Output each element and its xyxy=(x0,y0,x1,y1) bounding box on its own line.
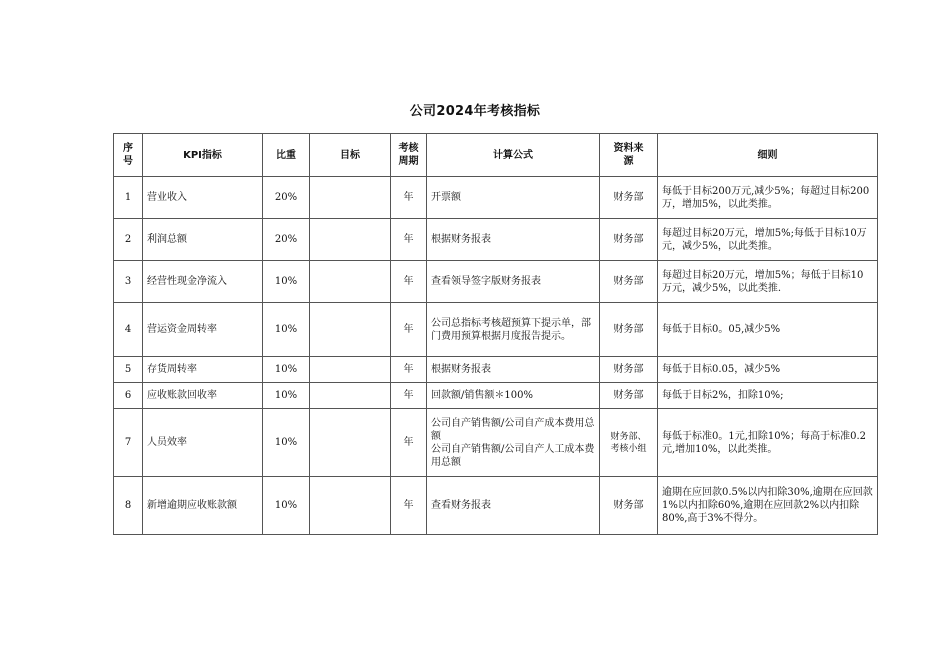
cell-source: 财务部 xyxy=(600,261,658,303)
header-weight: 比重 xyxy=(263,134,310,177)
header-seq xyxy=(114,134,143,177)
cell-period: 年 xyxy=(391,303,427,357)
header-detail: 细则 xyxy=(658,134,878,177)
header-kpi: KPI指标 xyxy=(143,134,263,177)
cell-formula xyxy=(427,409,600,477)
cell-kpi: 新增逾期应收账款额 xyxy=(143,477,263,535)
cell-source: 财务部 xyxy=(600,477,658,535)
cell-weight: 10% xyxy=(263,409,310,477)
cell-period: 年 xyxy=(391,383,427,409)
cell-seq: 6 xyxy=(114,383,143,409)
cell-kpi: 营业收入 xyxy=(143,177,263,219)
cell-target xyxy=(310,357,391,383)
cell-weight: 10% xyxy=(263,303,310,357)
table-row xyxy=(114,177,878,219)
header-target: 目标 xyxy=(310,134,391,177)
cell-target xyxy=(310,303,391,357)
cell-detail: 每低于目标0。05,减少5% xyxy=(658,303,878,357)
header-source-line: 源 xyxy=(623,156,634,167)
cell-formula: 回款额/销售额＊100% xyxy=(427,383,600,409)
cell-weight: 10% xyxy=(263,261,310,303)
source-line: 财务部、 xyxy=(610,431,647,442)
kpi-table xyxy=(113,133,878,535)
cell-kpi: 营运资金周转率 xyxy=(143,303,263,357)
header-period-line: 考核 xyxy=(398,143,419,154)
header-formula: 计算公式 xyxy=(427,134,600,177)
header-seq-line: 序 xyxy=(123,143,133,154)
table-row xyxy=(114,357,878,383)
cell-detail: 每低于标准0。1元,扣除10%；每高于标准0.2元,增加10%，以此类推。 xyxy=(658,409,878,477)
header-source-line: 资料来 xyxy=(613,143,644,154)
cell-formula: 根据财务报表 xyxy=(427,219,600,261)
cell-period: 年 xyxy=(391,219,427,261)
cell-kpi: 应收账款回收率 xyxy=(143,383,263,409)
formula-line: 公司自产销售额/公司自产成本费用总额 xyxy=(431,417,595,442)
cell-formula: 开票额 xyxy=(427,177,600,219)
cell-formula: 查看领导签字版财务报表 xyxy=(427,261,600,303)
cell-formula: 根据财务报表 xyxy=(427,357,600,383)
page-title: 公司2024年考核指标 xyxy=(409,104,541,119)
formula-line: 公司自产销售额/公司自产人工成本费用总额 xyxy=(431,443,595,468)
cell-seq: 2 xyxy=(114,219,143,261)
cell-target xyxy=(310,177,391,219)
cell-kpi: 经营性现金净流入 xyxy=(143,261,263,303)
cell-detail: 逾期在应回款0.5%以内扣除30%,逾期在应回款1%以内扣除60%,逾期在应回款2%以内扣除80%,高于3%不得分。 xyxy=(658,477,878,535)
cell-seq: 3 xyxy=(114,261,143,303)
cell-detail: 每超过目标20万元，增加5%；每低于目标10万元，减少5%，以此类推. xyxy=(658,261,878,303)
cell-source: 财务部 xyxy=(600,219,658,261)
table-row xyxy=(114,477,878,535)
table-header-row xyxy=(114,134,878,177)
header-seq-line: 号 xyxy=(123,156,133,167)
cell-source: 财务部 xyxy=(600,177,658,219)
cell-weight: 20% xyxy=(263,219,310,261)
cell-seq: 1 xyxy=(114,177,143,219)
cell-source xyxy=(600,409,658,477)
header-source xyxy=(600,134,658,177)
header-period-line: 周期 xyxy=(398,156,419,167)
table-row xyxy=(114,261,878,303)
cell-period: 年 xyxy=(391,409,427,477)
cell-source: 财务部 xyxy=(600,357,658,383)
cell-detail: 每低于目标2%，扣除10%; xyxy=(658,383,878,409)
cell-source: 财务部 xyxy=(600,303,658,357)
cell-seq: 7 xyxy=(114,409,143,477)
cell-weight: 10% xyxy=(263,477,310,535)
table-row xyxy=(114,303,878,357)
cell-target xyxy=(310,261,391,303)
cell-weight: 10% xyxy=(263,357,310,383)
cell-seq: 8 xyxy=(114,477,143,535)
cell-target xyxy=(310,409,391,477)
cell-kpi: 人员效率 xyxy=(143,409,263,477)
cell-target xyxy=(310,477,391,535)
cell-period: 年 xyxy=(391,261,427,303)
cell-weight: 10% xyxy=(263,383,310,409)
cell-target xyxy=(310,383,391,409)
cell-kpi: 存货周转率 xyxy=(143,357,263,383)
table-row xyxy=(114,409,878,477)
cell-formula: 公司总指标考核超预算下提示单，部门费用预算根据月度报告提示。 xyxy=(427,303,600,357)
cell-detail: 每低于目标200万元,减少5%；每超过目标200万，增加5%，以此类推。 xyxy=(658,177,878,219)
cell-period: 年 xyxy=(391,357,427,383)
cell-seq: 5 xyxy=(114,357,143,383)
cell-detail: 每超过目标20万元，增加5%;每低于目标10万元，减少5%，以此类推。 xyxy=(658,219,878,261)
cell-detail: 每低于目标0.05，减少5% xyxy=(658,357,878,383)
table-row xyxy=(114,219,878,261)
header-period xyxy=(391,134,427,177)
cell-formula: 查看财务报表 xyxy=(427,477,600,535)
table-row xyxy=(114,383,878,409)
cell-period: 年 xyxy=(391,177,427,219)
cell-period: 年 xyxy=(391,477,427,535)
cell-target xyxy=(310,219,391,261)
cell-source: 财务部 xyxy=(600,383,658,409)
cell-weight: 20% xyxy=(263,177,310,219)
cell-seq: 4 xyxy=(114,303,143,357)
source-line: 考核小组 xyxy=(610,443,647,454)
cell-kpi: 利润总额 xyxy=(143,219,263,261)
